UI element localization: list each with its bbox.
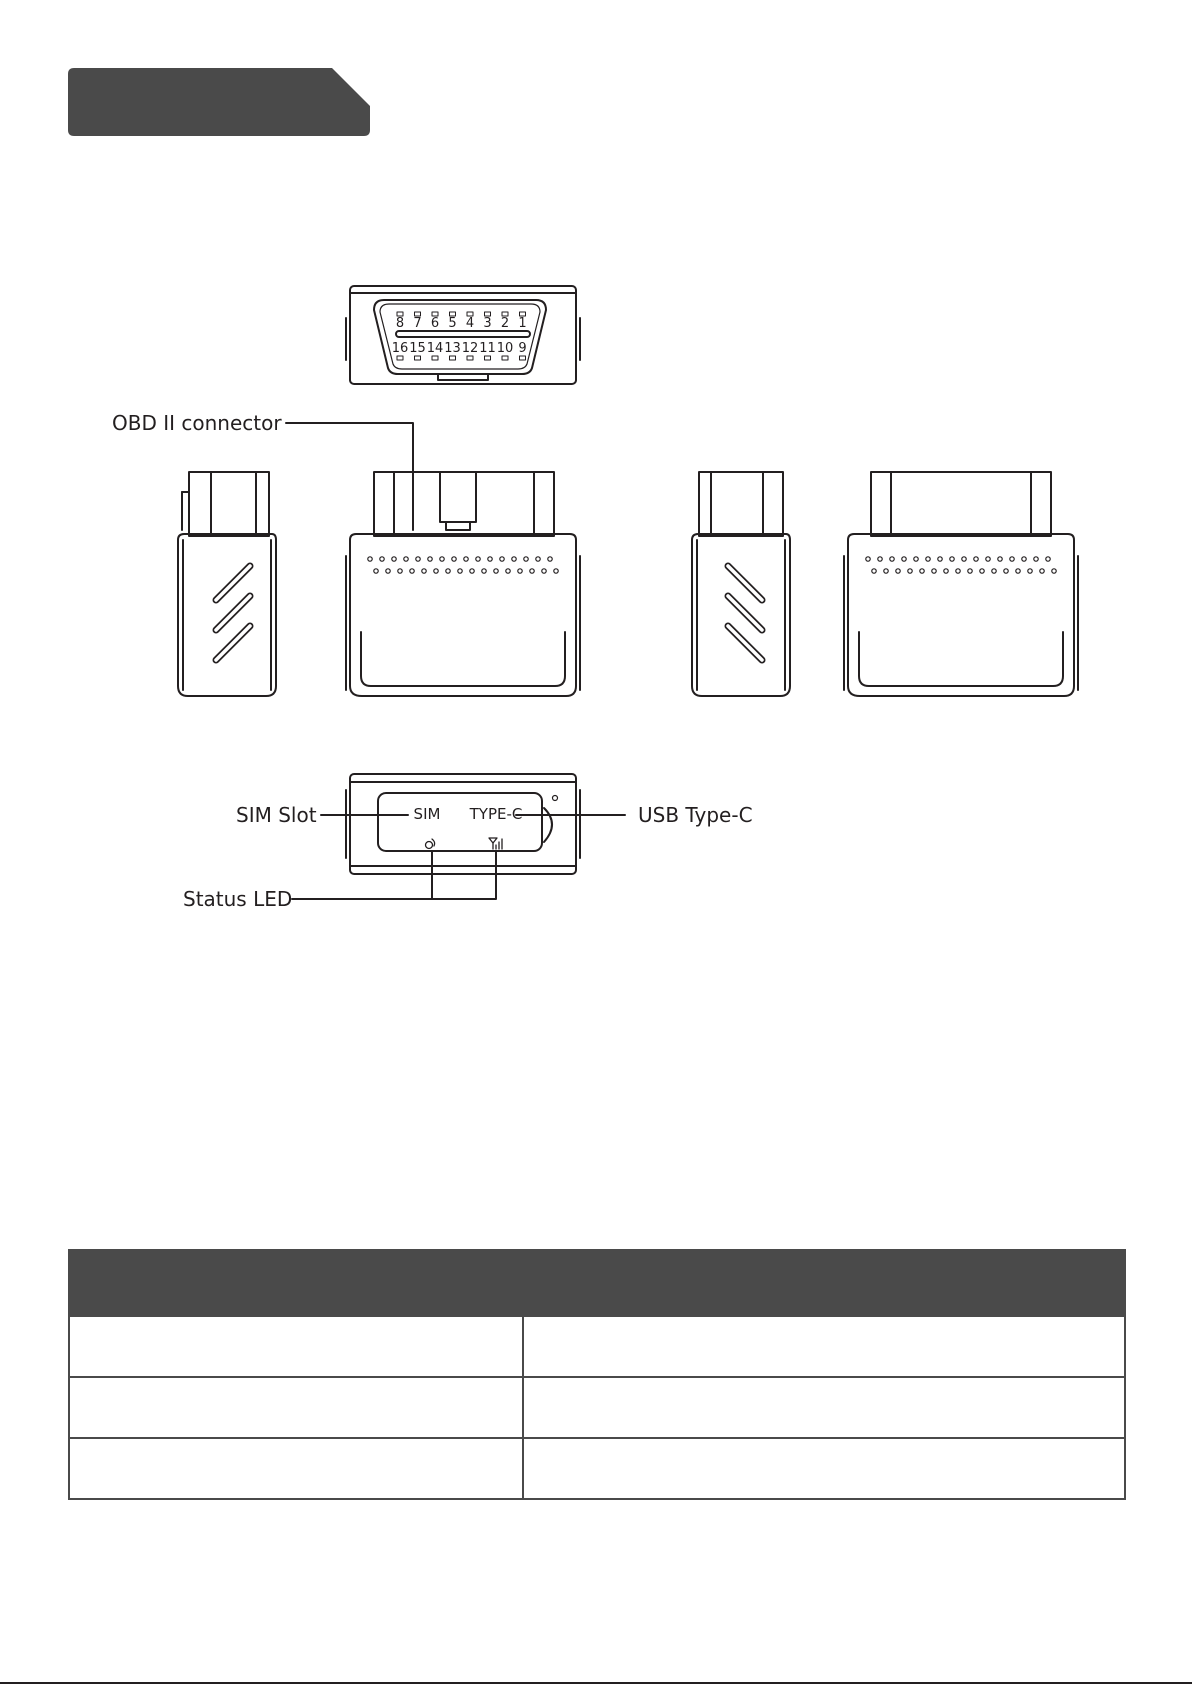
grille-dot — [512, 557, 516, 561]
grille-dot — [374, 569, 378, 573]
usb-type-c-callout: USB Type-C — [638, 803, 753, 827]
grille-dot — [896, 569, 900, 573]
sim-slot-callout: SIM Slot — [236, 803, 317, 827]
grille-dot — [494, 569, 498, 573]
pin-number: 7 — [413, 316, 422, 331]
pin-marker — [432, 356, 438, 360]
grille-dot — [422, 569, 426, 573]
grille-dot — [980, 569, 984, 573]
grille-dot — [434, 569, 438, 573]
pin-numbers-bottom — [392, 341, 527, 360]
grille-dot — [1028, 569, 1032, 573]
device-side-view-2 — [692, 472, 790, 696]
pin-marker — [397, 356, 403, 360]
grille-dot — [440, 557, 444, 561]
table-header-cell — [523, 1250, 1125, 1316]
type-c-port-label: TYPE-C — [469, 805, 523, 823]
grille-dot — [926, 557, 930, 561]
pin-number: 6 — [430, 316, 440, 331]
grille-dot — [500, 557, 504, 561]
pin-number: 12 — [461, 341, 479, 356]
table-header-row — [69, 1250, 1125, 1316]
obd-connector-face — [346, 286, 580, 384]
grille-dot — [386, 569, 390, 573]
grille-dot — [866, 557, 870, 561]
obd-connector-callout: OBD II connector — [112, 411, 282, 435]
pin-number: 5 — [448, 316, 457, 331]
grille-dot — [536, 557, 540, 561]
grille-dot — [1022, 557, 1026, 561]
status-led-callout: Status LED — [183, 887, 293, 911]
pin-number: 3 — [483, 316, 492, 331]
table-row — [69, 1316, 1125, 1377]
grille-dot — [992, 569, 996, 573]
pin-marker — [520, 356, 526, 360]
pin-number: 9 — [518, 341, 527, 356]
device-side-view-1 — [178, 472, 276, 696]
grille-dot — [524, 557, 528, 561]
grille-dot — [1046, 557, 1050, 561]
grille-dot — [518, 569, 522, 573]
grille-dot — [938, 557, 942, 561]
grille-dot — [998, 557, 1002, 561]
grille-dot — [944, 569, 948, 573]
grille-dot — [950, 557, 954, 561]
grille-dot — [932, 569, 936, 573]
grille-dot — [956, 569, 960, 573]
grille-dot — [398, 569, 402, 573]
grille-dot — [1004, 569, 1008, 573]
grille-dot — [428, 557, 432, 561]
pin-number: 1 — [518, 316, 527, 331]
grille-dot — [968, 569, 972, 573]
grille-dot — [962, 557, 966, 561]
pin-number: 13 — [444, 341, 461, 356]
table-cell — [69, 1438, 523, 1499]
speaker-dots-1 — [368, 557, 558, 573]
sim-port-label: SIM — [413, 805, 441, 823]
pin-number: 15 — [409, 341, 426, 356]
grille-dot — [1040, 569, 1044, 573]
grille-dot — [368, 557, 372, 561]
grille-dot — [974, 557, 978, 561]
grille-dot — [542, 569, 546, 573]
pin-number: 10 — [496, 341, 514, 356]
pin-number: 14 — [426, 341, 444, 356]
grille-dot — [506, 569, 510, 573]
pin-marker — [450, 356, 456, 360]
grille-dot — [908, 569, 912, 573]
grille-dot — [878, 557, 882, 561]
grille-dot — [464, 557, 468, 561]
grille-dot — [1052, 569, 1056, 573]
grille-dot — [548, 557, 552, 561]
pin-number: 8 — [395, 316, 405, 331]
pin-numbers-top — [396, 312, 527, 331]
pin-marker — [467, 356, 473, 360]
spec-table — [68, 1249, 1126, 1500]
table-cell — [523, 1377, 1125, 1438]
pin-number: 4 — [465, 316, 475, 331]
grille-dot — [476, 557, 480, 561]
grille-dot — [920, 569, 924, 573]
grille-dot — [416, 557, 420, 561]
table-cell — [69, 1316, 523, 1377]
grille-dot — [380, 557, 384, 561]
grille-dot — [554, 569, 558, 573]
grille-dot — [530, 569, 534, 573]
pin-marker — [415, 356, 421, 360]
grille-dot — [872, 569, 876, 573]
pin-number: 11 — [479, 341, 496, 356]
grille-dot — [446, 569, 450, 573]
table-row — [69, 1438, 1125, 1499]
pin-marker — [485, 356, 491, 360]
grille-dot — [410, 569, 414, 573]
signal-led-icon — [489, 838, 502, 849]
device-ports-view — [346, 774, 580, 874]
grille-dot — [1010, 557, 1014, 561]
grille-dot — [902, 557, 906, 561]
grille-dot — [1016, 569, 1020, 573]
grille-dot — [404, 557, 408, 561]
pin-number: 2 — [500, 316, 510, 331]
grille-dot — [884, 569, 888, 573]
grille-dot — [914, 557, 918, 561]
grille-dot — [1034, 557, 1038, 561]
grille-dot — [890, 557, 894, 561]
grille-dot — [470, 569, 474, 573]
pin-number: 16 — [391, 341, 409, 356]
gps-led-icon — [426, 839, 435, 849]
grille-dot — [482, 569, 486, 573]
footer-rule — [0, 1682, 1192, 1684]
table-header-cell — [69, 1250, 523, 1316]
grille-dot — [986, 557, 990, 561]
table-cell — [69, 1377, 523, 1438]
grille-dot — [488, 557, 492, 561]
device-front-view-2 — [844, 472, 1078, 696]
table-cell — [523, 1316, 1125, 1377]
device-front-view-1 — [346, 472, 580, 696]
pin-marker — [502, 356, 508, 360]
table-cell — [523, 1438, 1125, 1499]
speaker-dots-2 — [866, 557, 1056, 573]
grille-dot — [392, 557, 396, 561]
grille-dot — [458, 569, 462, 573]
table-row — [69, 1377, 1125, 1438]
grille-dot — [452, 557, 456, 561]
led-callout-line — [292, 852, 496, 899]
